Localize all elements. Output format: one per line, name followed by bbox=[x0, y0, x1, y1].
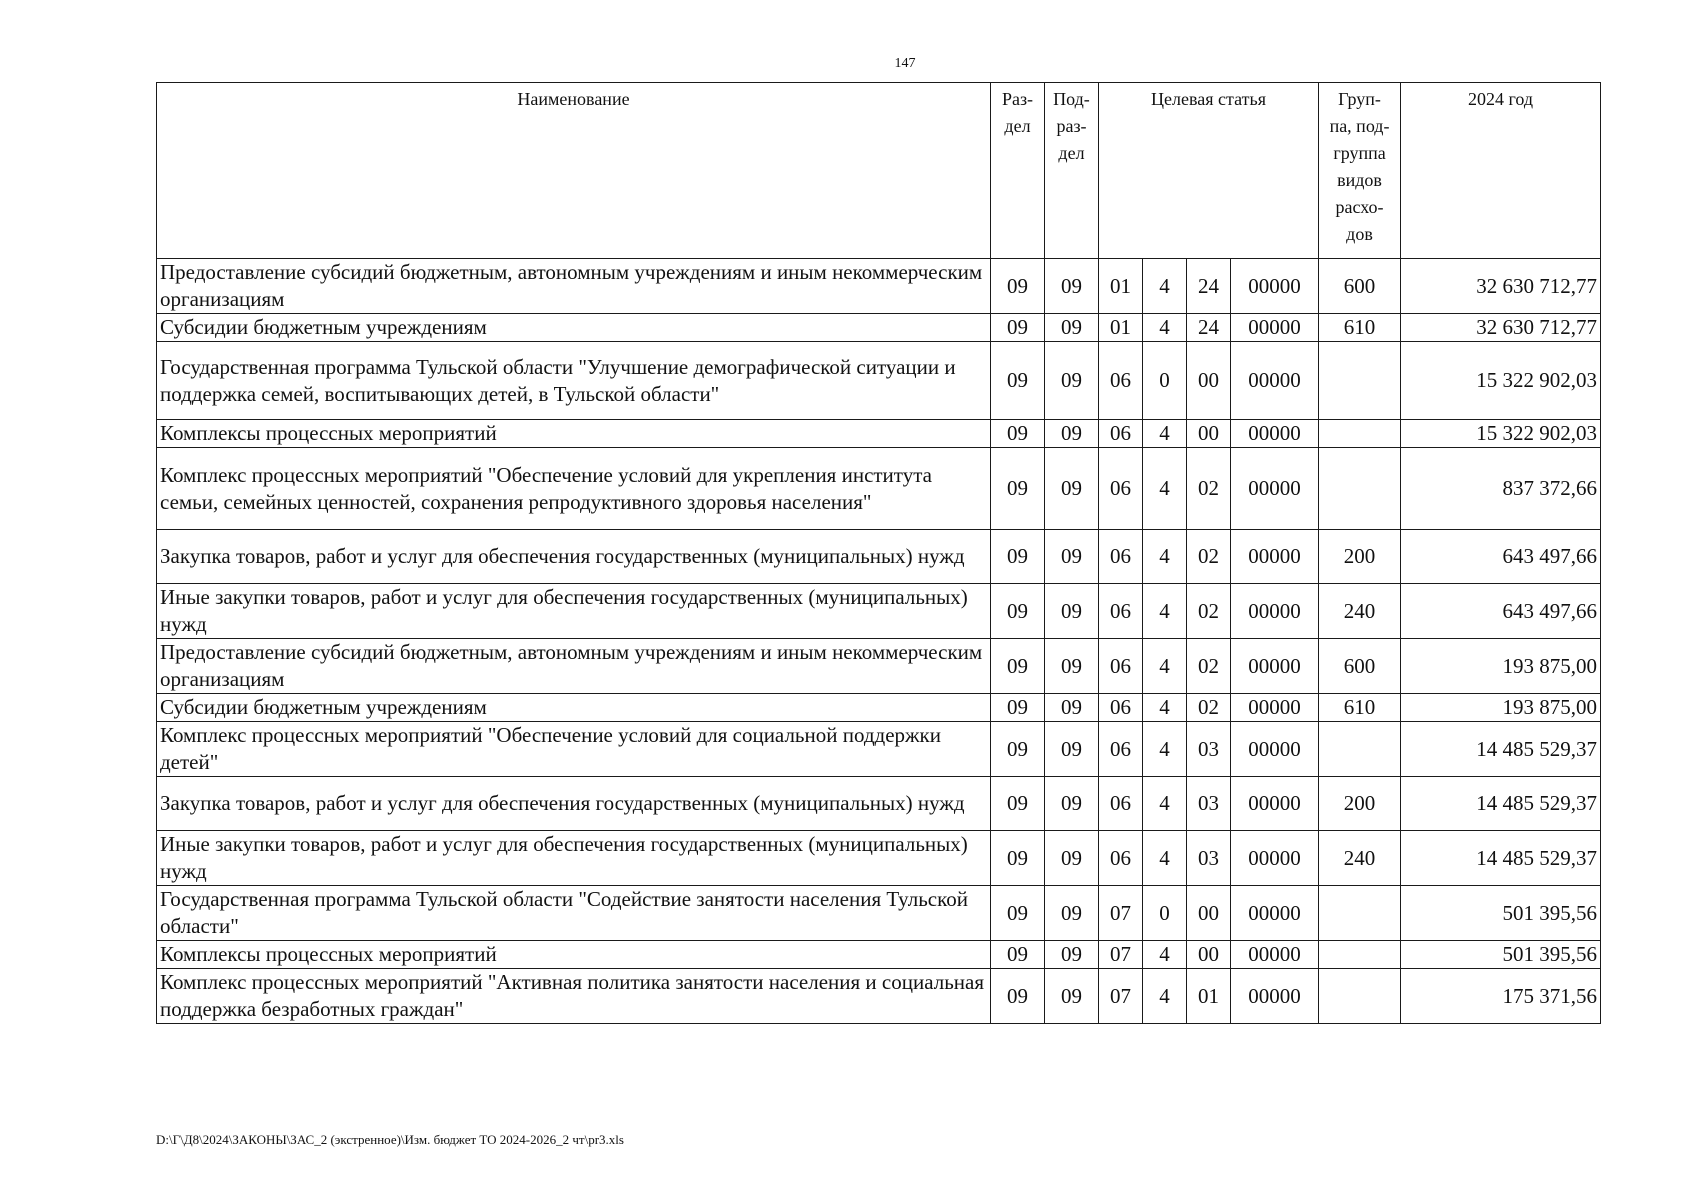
table-row bbox=[157, 694, 1601, 722]
row-section: 09 bbox=[991, 831, 1045, 886]
row-section: 09 bbox=[991, 314, 1045, 342]
row-section: 09 bbox=[991, 886, 1045, 941]
row-section: 09 bbox=[991, 722, 1045, 777]
row-subsection: 09 bbox=[1045, 639, 1099, 694]
row-target-subprogram: 24 bbox=[1187, 259, 1231, 314]
row-expense-group bbox=[1319, 448, 1401, 530]
row-target-direction: 00000 bbox=[1231, 342, 1319, 420]
row-target-direction: 00000 bbox=[1231, 420, 1319, 448]
row-expense-group: 240 bbox=[1319, 831, 1401, 886]
row-target-type: 0 bbox=[1143, 342, 1187, 420]
row-subsection: 09 bbox=[1045, 530, 1099, 584]
budget-table bbox=[156, 82, 1601, 1024]
row-target-program: 07 bbox=[1099, 886, 1143, 941]
row-target-type: 4 bbox=[1143, 639, 1187, 694]
row-name: Комплексы процессных мероприятий bbox=[157, 420, 991, 448]
row-name: Закупка товаров, работ и услуг для обеспечения государственных (муниципальных) нужд bbox=[157, 530, 991, 584]
header-target: Целевая статья bbox=[1099, 83, 1319, 259]
table-row bbox=[157, 342, 1601, 420]
row-target-subprogram: 00 bbox=[1187, 420, 1231, 448]
header-name: Наименование bbox=[157, 83, 991, 259]
row-expense-group bbox=[1319, 342, 1401, 420]
row-subsection: 09 bbox=[1045, 831, 1099, 886]
row-section: 09 bbox=[991, 639, 1045, 694]
row-target-type: 4 bbox=[1143, 259, 1187, 314]
row-target-subprogram: 24 bbox=[1187, 314, 1231, 342]
row-amount: 14 485 529,37 bbox=[1401, 722, 1601, 777]
row-target-type: 4 bbox=[1143, 777, 1187, 831]
table-row bbox=[157, 969, 1601, 1024]
row-amount: 32 630 712,77 bbox=[1401, 314, 1601, 342]
row-target-subprogram: 02 bbox=[1187, 694, 1231, 722]
row-amount: 193 875,00 bbox=[1401, 639, 1601, 694]
row-target-direction: 00000 bbox=[1231, 722, 1319, 777]
row-amount: 14 485 529,37 bbox=[1401, 831, 1601, 886]
row-subsection: 09 bbox=[1045, 694, 1099, 722]
row-expense-group: 240 bbox=[1319, 584, 1401, 639]
header-section: Раз- дел bbox=[991, 83, 1045, 259]
table-row bbox=[157, 314, 1601, 342]
row-target-type: 4 bbox=[1143, 831, 1187, 886]
row-subsection: 09 bbox=[1045, 420, 1099, 448]
row-expense-group bbox=[1319, 941, 1401, 969]
row-amount: 193 875,00 bbox=[1401, 694, 1601, 722]
table-row bbox=[157, 831, 1601, 886]
row-target-direction: 00000 bbox=[1231, 831, 1319, 886]
header-subsection: Под- раз- дел bbox=[1045, 83, 1099, 259]
row-name: Комплексы процессных мероприятий bbox=[157, 941, 991, 969]
row-name: Комплекс процессных мероприятий "Обеспечение условий для укрепления института семьи, семейных ценностей, сохранения репродуктивного здоровья населения" bbox=[157, 448, 991, 530]
row-name: Субсидии бюджетным учреждениям bbox=[157, 694, 991, 722]
table-row bbox=[157, 722, 1601, 777]
row-amount: 15 322 902,03 bbox=[1401, 342, 1601, 420]
row-target-type: 4 bbox=[1143, 941, 1187, 969]
row-target-subprogram: 01 bbox=[1187, 969, 1231, 1024]
header-year: 2024 год bbox=[1401, 83, 1601, 259]
row-target-type: 4 bbox=[1143, 722, 1187, 777]
row-target-direction: 00000 bbox=[1231, 969, 1319, 1024]
table-row bbox=[157, 530, 1601, 584]
row-target-type: 4 bbox=[1143, 448, 1187, 530]
row-subsection: 09 bbox=[1045, 342, 1099, 420]
row-section: 09 bbox=[991, 342, 1045, 420]
row-section: 09 bbox=[991, 530, 1045, 584]
row-target-subprogram: 02 bbox=[1187, 584, 1231, 639]
row-target-type: 4 bbox=[1143, 314, 1187, 342]
row-target-program: 06 bbox=[1099, 639, 1143, 694]
row-amount: 643 497,66 bbox=[1401, 584, 1601, 639]
row-expense-group bbox=[1319, 420, 1401, 448]
row-target-type: 4 bbox=[1143, 530, 1187, 584]
row-target-program: 01 bbox=[1099, 259, 1143, 314]
row-amount: 501 395,56 bbox=[1401, 941, 1601, 969]
row-target-program: 06 bbox=[1099, 530, 1143, 584]
row-name: Комплекс процессных мероприятий "Активная политика занятости населения и социальная поддержка безработных граждан" bbox=[157, 969, 991, 1024]
row-name: Закупка товаров, работ и услуг для обеспечения государственных (муниципальных) нужд bbox=[157, 777, 991, 831]
row-expense-group bbox=[1319, 722, 1401, 777]
row-target-program: 06 bbox=[1099, 342, 1143, 420]
row-target-program: 07 bbox=[1099, 969, 1143, 1024]
row-expense-group: 200 bbox=[1319, 777, 1401, 831]
row-target-subprogram: 02 bbox=[1187, 530, 1231, 584]
row-subsection: 09 bbox=[1045, 259, 1099, 314]
row-section: 09 bbox=[991, 969, 1045, 1024]
row-target-program: 06 bbox=[1099, 831, 1143, 886]
table-row bbox=[157, 941, 1601, 969]
table-row bbox=[157, 259, 1601, 314]
row-target-direction: 00000 bbox=[1231, 314, 1319, 342]
row-expense-group: 600 bbox=[1319, 639, 1401, 694]
row-target-program: 07 bbox=[1099, 941, 1143, 969]
row-amount: 32 630 712,77 bbox=[1401, 259, 1601, 314]
table-row bbox=[157, 886, 1601, 941]
row-target-program: 06 bbox=[1099, 584, 1143, 639]
row-section: 09 bbox=[991, 420, 1045, 448]
row-subsection: 09 bbox=[1045, 777, 1099, 831]
row-target-subprogram: 03 bbox=[1187, 777, 1231, 831]
row-name: Государственная программа Тульской области "Улучшение демографической ситуации и поддержка семей, воспитывающих детей, в Тульской области" bbox=[157, 342, 991, 420]
row-target-direction: 00000 bbox=[1231, 694, 1319, 722]
row-target-type: 4 bbox=[1143, 420, 1187, 448]
row-section: 09 bbox=[991, 584, 1045, 639]
row-name: Комплекс процессных мероприятий "Обеспечение условий для социальной поддержки детей" bbox=[157, 722, 991, 777]
row-subsection: 09 bbox=[1045, 969, 1099, 1024]
row-amount: 14 485 529,37 bbox=[1401, 777, 1601, 831]
table-row bbox=[157, 777, 1601, 831]
row-target-program: 06 bbox=[1099, 448, 1143, 530]
row-expense-group: 600 bbox=[1319, 259, 1401, 314]
row-subsection: 09 bbox=[1045, 886, 1099, 941]
row-target-direction: 00000 bbox=[1231, 886, 1319, 941]
table-row bbox=[157, 420, 1601, 448]
row-target-type: 4 bbox=[1143, 584, 1187, 639]
row-section: 09 bbox=[991, 259, 1045, 314]
row-amount: 643 497,66 bbox=[1401, 530, 1601, 584]
row-target-program: 06 bbox=[1099, 722, 1143, 777]
row-target-program: 06 bbox=[1099, 420, 1143, 448]
file-path-footer: D:\Г\Д8\2024\ЗАКОНЫ\ЗАС_2 (экстренное)\Изм. бюджет ТО 2024-2026_2 чт\pr3.xls bbox=[156, 1132, 624, 1147]
table-row bbox=[157, 584, 1601, 639]
row-section: 09 bbox=[991, 777, 1045, 831]
row-amount: 501 395,56 bbox=[1401, 886, 1601, 941]
row-subsection: 09 bbox=[1045, 584, 1099, 639]
row-target-direction: 00000 bbox=[1231, 448, 1319, 530]
row-expense-group: 200 bbox=[1319, 530, 1401, 584]
row-name: Иные закупки товаров, работ и услуг для обеспечения государственных (муниципальных) нужд bbox=[157, 584, 991, 639]
row-target-direction: 00000 bbox=[1231, 584, 1319, 639]
row-subsection: 09 bbox=[1045, 448, 1099, 530]
row-target-type: 0 bbox=[1143, 886, 1187, 941]
row-expense-group bbox=[1319, 969, 1401, 1024]
row-target-type: 4 bbox=[1143, 969, 1187, 1024]
row-target-subprogram: 03 bbox=[1187, 722, 1231, 777]
row-target-subprogram: 00 bbox=[1187, 886, 1231, 941]
row-section: 09 bbox=[991, 941, 1045, 969]
row-section: 09 bbox=[991, 448, 1045, 530]
row-target-subprogram: 03 bbox=[1187, 831, 1231, 886]
row-amount: 15 322 902,03 bbox=[1401, 420, 1601, 448]
row-target-direction: 00000 bbox=[1231, 530, 1319, 584]
row-name: Субсидии бюджетным учреждениям bbox=[157, 314, 991, 342]
row-name: Предоставление субсидий бюджетным, автономным учреждениям и иным некоммерческим организациям bbox=[157, 639, 991, 694]
row-target-direction: 00000 bbox=[1231, 259, 1319, 314]
header-row bbox=[157, 83, 1601, 259]
row-expense-group: 610 bbox=[1319, 694, 1401, 722]
row-expense-group bbox=[1319, 886, 1401, 941]
row-target-direction: 00000 bbox=[1231, 777, 1319, 831]
row-target-subprogram: 00 bbox=[1187, 941, 1231, 969]
row-name: Предоставление субсидий бюджетным, автономным учреждениям и иным некоммерческим организациям bbox=[157, 259, 991, 314]
row-target-direction: 00000 bbox=[1231, 941, 1319, 969]
row-subsection: 09 bbox=[1045, 722, 1099, 777]
table-row bbox=[157, 448, 1601, 530]
row-target-direction: 00000 bbox=[1231, 639, 1319, 694]
row-section: 09 bbox=[991, 694, 1045, 722]
row-amount: 175 371,56 bbox=[1401, 969, 1601, 1024]
row-target-program: 06 bbox=[1099, 694, 1143, 722]
table-row bbox=[157, 639, 1601, 694]
row-target-program: 06 bbox=[1099, 777, 1143, 831]
page-number: 147 bbox=[894, 56, 916, 71]
row-expense-group: 610 bbox=[1319, 314, 1401, 342]
row-target-program: 01 bbox=[1099, 314, 1143, 342]
header-group: Груп- па, под- группа видов расхо- дов bbox=[1319, 83, 1401, 259]
row-subsection: 09 bbox=[1045, 314, 1099, 342]
row-target-subprogram: 00 bbox=[1187, 342, 1231, 420]
row-amount: 837 372,66 bbox=[1401, 448, 1601, 530]
row-subsection: 09 bbox=[1045, 941, 1099, 969]
row-name: Иные закупки товаров, работ и услуг для обеспечения государственных (муниципальных) нужд bbox=[157, 831, 991, 886]
row-target-subprogram: 02 bbox=[1187, 448, 1231, 530]
row-target-type: 4 bbox=[1143, 694, 1187, 722]
row-target-subprogram: 02 bbox=[1187, 639, 1231, 694]
row-name: Государственная программа Тульской области "Содействие занятости населения Тульской области" bbox=[157, 886, 991, 941]
